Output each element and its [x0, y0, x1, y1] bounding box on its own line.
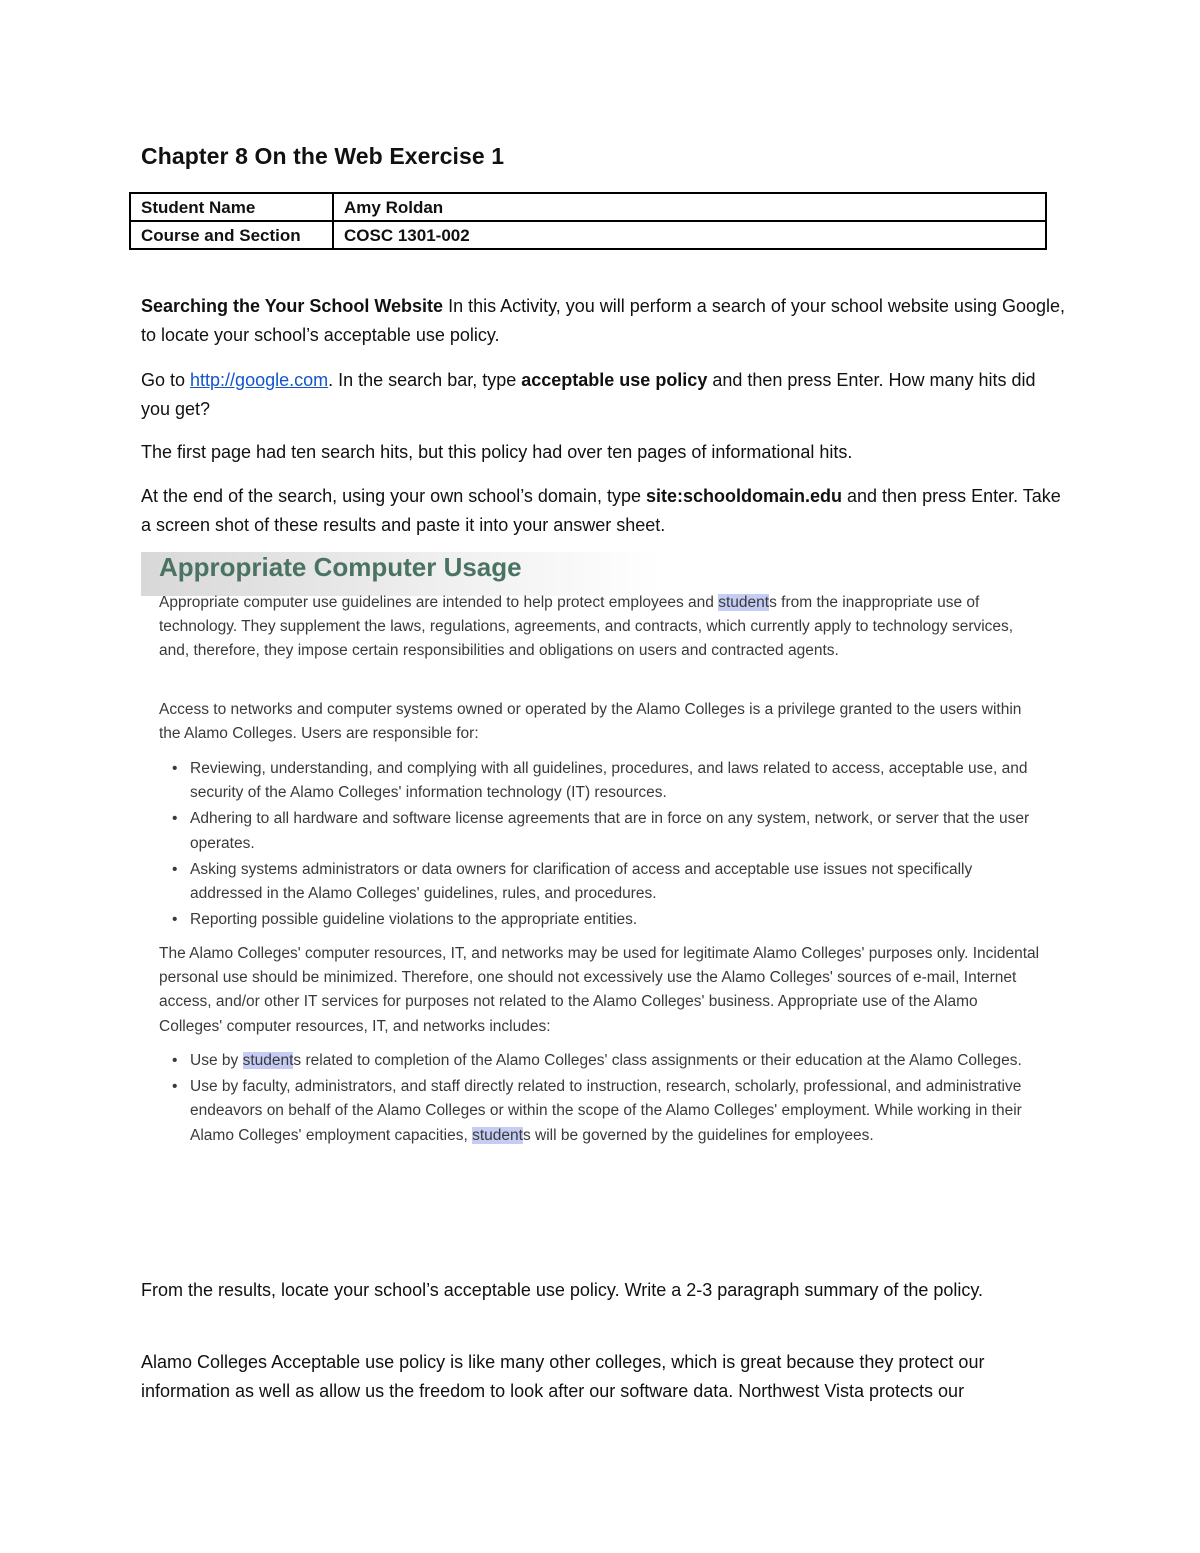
bullet-icon: •	[172, 1052, 178, 1069]
list-item-text: Adhering to all hardware and software license agreements that are in force on any system, network, or server that the user operates.	[190, 810, 1030, 852]
student-name-label: Student Name	[130, 193, 333, 221]
list-item-text: Asking systems administrators or data owners for clarification of access and acceptable use issues not specifically addressed in the Alamo Colleges' guidelines, rules, and procedures.	[190, 860, 973, 903]
table-row	[130, 193, 1046, 221]
bullet-icon: •	[172, 760, 178, 777]
text-segment: Appropriate computer use guidelines are intended to help protect employees and	[159, 594, 719, 611]
answer1-paragraph: The first page had ten search hits, but this policy had over ten pages of informational hits.	[141, 442, 853, 462]
course-section-value: COSC 1301-002	[333, 221, 1046, 249]
step1-paragraph	[141, 366, 1066, 424]
step2-prefix: At the end of the search, using your own school’s domain, type	[141, 486, 646, 506]
text-segment: Use by faculty, administrators, and staff directly related to instruction, research, scholarly, professional, and administrative endeavors on behalf of the Alamo Colleges or within the scope of the Alamo Colleges' employment. While working in their Alamo Colleges' employment capacities,	[190, 1078, 1022, 1144]
bullet-icon: •	[172, 1078, 178, 1096]
text-segment: s related to completion of the Alamo Colleges' class assignments or their education at the Alamo Colleges.	[293, 1052, 1022, 1069]
screenshot-paragraph-1	[159, 591, 1044, 664]
screenshot-paragraph-3: The Alamo Colleges' computer resources, IT, and networks may be used for legitimate Alamo Colleges' purposes only. Incidental personal use should be minimized. Therefore, one should not excessively use the Alamo Colleges' sources of e-mail, Internet access, and/or other IT services for purposes not related to the Alamo Colleges' business. Appropriate use of the Alamo Colleges' computer resources, IT, and networks includes:	[159, 945, 1040, 1035]
list-item-text: Reviewing, understanding, and complying with all guidelines, procedures, and laws related to access, acceptable use, and security of the Alamo Colleges' information technology (IT) resources.	[190, 760, 1028, 802]
step1-middle: . In the search bar, type	[328, 370, 522, 390]
table-row	[130, 221, 1046, 249]
intro-paragraph	[141, 292, 1066, 350]
step3-paragraph: From the results, locate your school’s acceptable use policy. Write a 2-3 paragraph summary of the policy.	[141, 1280, 984, 1300]
step1-prefix: Go to	[141, 370, 191, 390]
list-item-text: Reporting possible guideline violations to the appropriate entities.	[190, 911, 638, 929]
student-info-table	[129, 192, 1047, 250]
intro-text: In this Activity, you will perform a search of your school website using Google, to locate your school’s acceptable use policy.	[141, 296, 1066, 345]
list-item	[159, 908, 1044, 932]
bullet-icon: •	[172, 911, 178, 929]
responsibilities-list	[159, 757, 1044, 934]
step2-keyword: site:schooldomain.edu	[645, 486, 842, 506]
list-item	[159, 1049, 1044, 1073]
course-section-label: Course and Section	[130, 221, 333, 249]
bullet-icon: •	[172, 860, 178, 878]
screenshot-title: Appropriate Computer Usage	[159, 552, 522, 582]
text-segment: Use by	[190, 1052, 243, 1069]
search-highlight: student	[242, 1052, 294, 1069]
step2-paragraph	[141, 482, 1066, 540]
intro-heading: Searching the Your School Website	[141, 296, 444, 316]
step1-keyword: acceptable use policy	[521, 370, 708, 390]
step2-suffix: and then press Enter. Take a screen shot of these results and paste it into your answer sheet.	[141, 486, 1061, 535]
list-item	[159, 807, 1044, 855]
document-title: Chapter 8 On the Web Exercise 1	[141, 143, 505, 169]
list-item	[159, 1075, 1044, 1148]
pasted-screenshot	[141, 552, 1061, 1202]
student-name-value: Amy Roldan	[333, 193, 1046, 221]
step1-suffix: and then press Enter. How many hits did you get?	[141, 370, 1036, 419]
screenshot-paragraph-2: Access to networks and computer systems owned or operated by the Alamo Colleges is a privilege granted to the users within the Alamo Colleges. Users are responsible for:	[159, 701, 1022, 743]
text-segment: s from the inappropriate use of technology. They supplement the laws, regulations, agreements, and contracts, which currently apply to technology services, and, therefore, they impose certain responsibilities and obligations on users and contracted agents.	[159, 594, 1014, 660]
answer3-paragraph: Alamo Colleges Acceptable use policy is like many other colleges, which is great because they protect our information as well as allow us the freedom to look after our software data. Northwest Vista protects our	[141, 1352, 985, 1401]
list-item	[159, 757, 1044, 805]
google-link[interactable]: http://google.com	[190, 370, 329, 390]
list-item	[159, 858, 1044, 906]
search-highlight: student	[718, 594, 770, 611]
search-highlight: student	[472, 1126, 523, 1144]
bullet-icon: •	[172, 810, 178, 828]
text-segment: s will be governed by the guidelines for employees.	[522, 1126, 874, 1144]
appropriate-use-list	[159, 1049, 1044, 1150]
